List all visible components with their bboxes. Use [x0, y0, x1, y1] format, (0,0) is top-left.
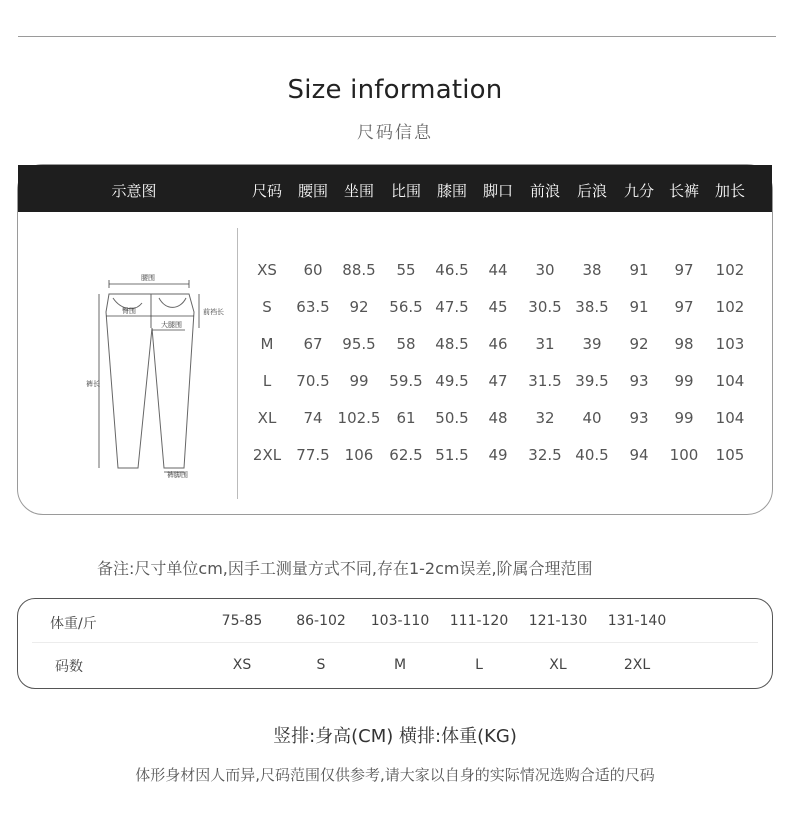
measurement-cell: 91: [629, 298, 649, 316]
column-header: 后浪: [576, 182, 608, 200]
measurement-cell: 47: [488, 372, 508, 390]
measurement-cell: 63.5: [296, 298, 330, 316]
diagram-label-front-rise: 前裆长: [203, 308, 224, 316]
size-cell: 2XL: [252, 446, 282, 464]
measurement-cell: 99: [349, 372, 369, 390]
measurement-cell: 98: [674, 335, 694, 353]
column-header: 九分: [623, 182, 655, 200]
weight-range-cell: 75-85: [221, 613, 263, 629]
measurement-cell: 99: [674, 372, 694, 390]
measurement-cell: 55: [396, 261, 416, 279]
measurement-cell: 67: [303, 335, 323, 353]
measurement-cell: 99: [674, 409, 694, 427]
diagram-label-hip: 臀围: [122, 307, 136, 315]
measurement-cell: 46: [488, 335, 508, 353]
pants-diagram: [73, 258, 224, 480]
size-cell: L: [262, 372, 272, 390]
measurement-cell: 103: [715, 335, 745, 353]
measurement-cell: 97: [674, 298, 694, 316]
column-header: 腰围: [297, 182, 329, 200]
measurement-cell: 60: [303, 261, 323, 279]
measurement-cell: 102.5: [337, 409, 381, 427]
footer-disclaimer: 体形身材因人而异,尺码范围仅供参考,请大家以自身的实际情况选购合适的尺码: [135, 766, 655, 784]
measurement-cell: 102: [715, 298, 745, 316]
measurement-cell: 49.5: [435, 372, 469, 390]
weight-range-cell: 111-120: [449, 613, 509, 629]
weight-range-cell: 86-102: [296, 613, 346, 629]
measurement-cell: 91: [629, 261, 649, 279]
measurement-cell: 30.5: [528, 298, 562, 316]
column-header: 脚口: [482, 182, 514, 200]
top-divider: [18, 36, 776, 37]
size-cell: S: [262, 298, 272, 316]
size-cell: M: [393, 657, 407, 673]
measurement-cell: 102: [715, 261, 745, 279]
column-header: 坐围: [343, 182, 375, 200]
measurement-cell: 95.5: [342, 335, 376, 353]
measurement-cell: 45: [488, 298, 508, 316]
diagram-label-waist: 腰围: [141, 274, 155, 282]
measurement-cell: 38.5: [575, 298, 609, 316]
measurement-cell: 40: [582, 409, 602, 427]
size-row-label: 码数: [55, 659, 83, 675]
measurement-cell: 100: [669, 446, 699, 464]
measurement-cell: 104: [715, 372, 745, 390]
measurement-cell: 32.5: [528, 446, 562, 464]
measurement-cell: 32: [535, 409, 555, 427]
diagram-label-thigh: 大腿围: [161, 321, 182, 329]
size-chart-card: [17, 164, 773, 515]
column-header: 前浪: [529, 182, 561, 200]
measurement-cell: 31.5: [528, 372, 562, 390]
size-cell: XL: [549, 657, 567, 673]
measurement-cell: 58: [396, 335, 416, 353]
measurement-cell: 31: [535, 335, 555, 353]
page-subtitle: 尺码信息: [357, 123, 433, 143]
measurement-cell: 105: [715, 446, 745, 464]
measurement-cell: 97: [674, 261, 694, 279]
measurement-cell: 44: [488, 261, 508, 279]
measurement-cell: 59.5: [389, 372, 423, 390]
weight-range-cell: 131-140: [607, 613, 667, 629]
weight-row-divider: [32, 642, 758, 643]
size-cell: XL: [257, 409, 277, 427]
column-header: 膝围: [436, 182, 468, 200]
diagram-label-length: 裤长: [86, 380, 100, 388]
size-table-header: [18, 165, 772, 212]
weight-range-cell: 121-130: [528, 613, 588, 629]
measurement-cell: 62.5: [389, 446, 423, 464]
size-cell: 2XL: [623, 657, 651, 673]
weight-chart-card: [17, 598, 773, 689]
diagram-label-hem: 裤脚围: [167, 471, 188, 479]
size-cell: L: [475, 657, 483, 673]
column-header: 加长: [714, 182, 746, 200]
measurement-cell: 39: [582, 335, 602, 353]
column-header: 比围: [390, 182, 422, 200]
measurement-cell: 38: [582, 261, 602, 279]
measurement-cell: 46.5: [435, 261, 469, 279]
column-header: 示意图: [111, 182, 157, 200]
measurement-cell: 93: [629, 372, 649, 390]
measurement-cell: 92: [349, 298, 369, 316]
measurement-cell: 48.5: [435, 335, 469, 353]
measurement-cell: 30: [535, 261, 555, 279]
measurement-cell: 51.5: [435, 446, 469, 464]
measurement-cell: 61: [396, 409, 416, 427]
measurement-cell: 48: [488, 409, 508, 427]
measurement-cell: 93: [629, 409, 649, 427]
measurement-cell: 74: [303, 409, 323, 427]
measurement-cell: 40.5: [575, 446, 609, 464]
measurement-cell: 47.5: [435, 298, 469, 316]
measurement-cell: 50.5: [435, 409, 469, 427]
measurement-cell: 70.5: [296, 372, 330, 390]
size-cell: XS: [257, 261, 277, 279]
footer-axis-note: 竖排:身高(CM) 横排:体重(KG): [273, 726, 517, 747]
measurement-cell: 94: [629, 446, 649, 464]
weight-range-cell: 103-110: [370, 613, 430, 629]
size-cell: XS: [232, 657, 252, 673]
column-header: 长裤: [668, 182, 700, 200]
size-cell: M: [260, 335, 274, 353]
measurement-cell: 104: [715, 409, 745, 427]
page-title: Size information: [287, 75, 503, 105]
measurement-cell: 88.5: [342, 261, 376, 279]
weight-row-label: 体重/斤: [50, 616, 97, 632]
measurement-note: 备注:尺寸单位cm,因手工测量方式不同,存在1-2cm误差,阶属合理范围: [97, 559, 593, 578]
measurement-cell: 106: [344, 446, 374, 464]
column-divider: [237, 228, 238, 499]
size-cell: S: [316, 657, 326, 673]
measurement-cell: 56.5: [389, 298, 423, 316]
measurement-cell: 77.5: [296, 446, 330, 464]
column-header: 尺码: [251, 182, 283, 200]
measurement-cell: 49: [488, 446, 508, 464]
measurement-cell: 39.5: [575, 372, 609, 390]
measurement-cell: 92: [629, 335, 649, 353]
